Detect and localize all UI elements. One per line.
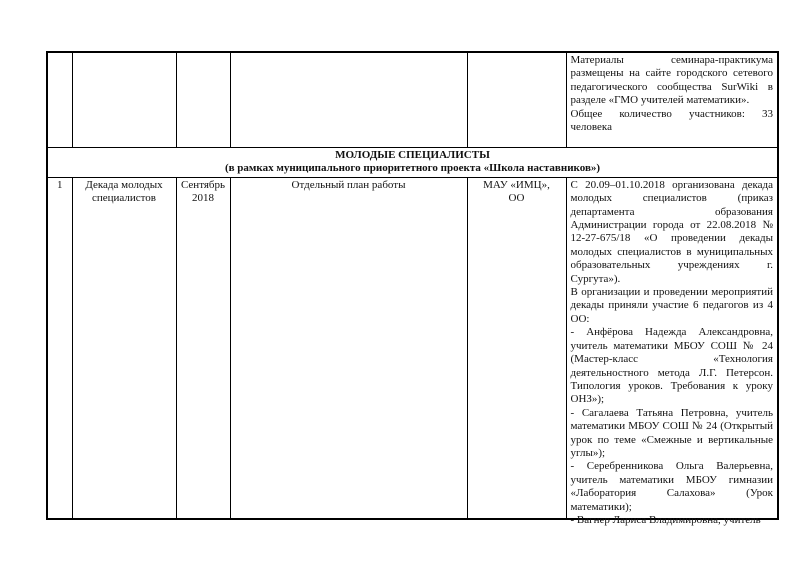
event-result-paragraph-3: - Анфёрова Надежда Александровна, учитель математики МБОУ СОШ № 24 (Мастер-класс «Технология деятельностного метода Л.Г. Петерсон. Типология уроков. Требования к уроку ОНЗ»); (570, 326, 773, 406)
report-table (46, 51, 779, 526)
event-result-cell (566, 177, 778, 526)
section-subtitle: (в рамках муниципального приоритетного проекта «Школа наставников») (224, 162, 601, 175)
carryover-number-cell (47, 52, 72, 148)
table-row-carryover (47, 52, 778, 148)
event-result-paragraph-1: С 20.09–01.10.2018 организована декада молодых специалистов (приказ департамента образования Администрации города от 22.08.2018 № 12-27-675/18 «О проведении декады молодых специалистов в муниципальных образовательных учреждениях г. Сургута»). (570, 178, 773, 285)
event-plan-cell: Отдельный план работы (230, 177, 467, 519)
table-row-section-header (47, 148, 778, 178)
carryover-plan-cell (230, 52, 467, 148)
carryover-result-cell (566, 52, 778, 148)
event-date-year: 2018 (192, 192, 214, 205)
section-header-cell (47, 148, 778, 178)
event-date-cell (176, 177, 230, 519)
carryover-org-cell (467, 52, 566, 148)
carryover-result-paragraph: Материалы семинара-практикума размещены на сайте городского сетевого педагогического сообщества SurWiki в разделе «ГМО учителей математики». (570, 54, 773, 107)
event-date-month: Сентябрь (180, 178, 226, 191)
event-result-text (570, 178, 774, 526)
carryover-name-cell (72, 52, 176, 148)
event-org-line1: МАУ «ИМЦ», (483, 178, 550, 191)
carryover-date-cell (176, 52, 230, 148)
event-result-paragraph-6: - Вагнер Лариса Владимировна, учитель (570, 513, 761, 526)
event-result-paragraph-5: - Серебренникова Ольга Валерьевна, учитель математики МБОУ гимназии «Лаборатория Салахова» (Урок математики); (570, 460, 773, 513)
section-title: МОЛОДЫЕ СПЕЦИАЛИСТЫ (335, 149, 490, 161)
event-result-paragraph-4: - Сагалаева Татьяна Петровна, учитель математики МБОУ СОШ № 24 (Открытый урок по теме «Смежные и вертикальные углы»); (570, 406, 773, 459)
event-result-paragraph-2: В организации и проведении мероприятий декады приняли участие 6 педагогов из 4 ОО: (570, 286, 773, 325)
row-number-cell: 1 (47, 177, 72, 519)
event-org-line2: ОО (508, 192, 525, 205)
event-org-cell (467, 177, 566, 519)
event-name-cell: Декада молодых специалистов (72, 177, 176, 519)
table-row-event-1 (47, 177, 778, 519)
carryover-participants-paragraph: Общее количество участников: 33 человека (570, 107, 773, 134)
